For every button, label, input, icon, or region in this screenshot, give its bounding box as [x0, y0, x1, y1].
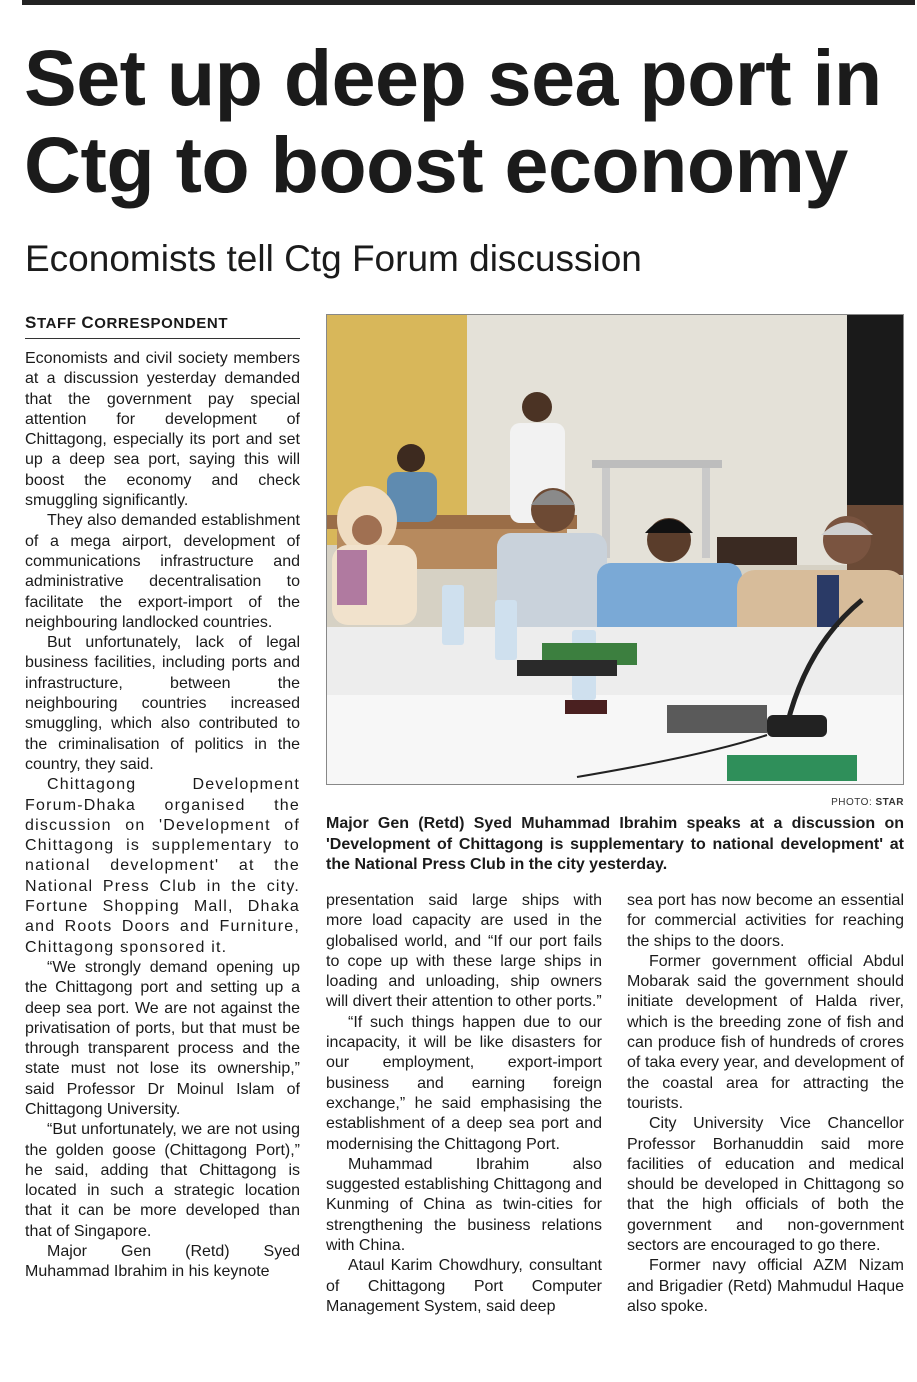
paragraph: Muhammad Ibrahim also suggested establishing Chittagong and Kunming of China as twin-cities for strengthening the business relations with China. [326, 1155, 602, 1255]
photo-caption: Major Gen (Retd) Syed Muhammad Ibrahim speaks at a discussion on 'Development of Chittagong is supplementary to national development' at the National Press Club in the city yesterday. [326, 815, 904, 873]
article-column-1 [25, 349, 300, 1283]
photo-credit [700, 797, 904, 808]
paragraph: presentation said large ships with more load capacity are used in the globalised world, and “If our port fails to cope up with these large ships in loading and unloading, ship owners will divert their attention to other ports.” [326, 892, 602, 1011]
news-photo [326, 314, 904, 785]
paragraph: Economists and civil society members at a discussion yesterday demanded that the government pay special attention for development of Chittagong, especially its port and set up a deep sea port, saying this will boost the economy and check smuggling significantly. [25, 350, 300, 510]
paragraph: Ataul Karim Chowdhury, consultant of Chittagong Port Computer Management System, said deep [326, 1257, 602, 1315]
paragraph: But unfortunately, lack of legal business facilities, including ports and infrastructure, between the neighbouring countries increased smuggling, which also contributed to the criminalisation of politics in the country, they said. [25, 634, 300, 773]
top-rule [22, 0, 915, 5]
paragraph: Former navy official AZM Nizam and Brigadier (Retd) Mahmudul Haque also spoke. [627, 1257, 904, 1315]
paragraph: Major Gen (Retd) Syed Muhammad Ibrahim in his keynote [25, 1243, 300, 1281]
paragraph: City University Vice Chancellor Professor Borhanuddin said more facilities of education and medical should be developed in Chittagong so that the high officials of both the government and non-government sectors are encouraged to go there. [627, 1115, 904, 1255]
paragraph: Chittagong Development Forum-Dhaka organised the discussion on 'Development of Chittagong is supplementary to national development' at the National Press Club in the city. Fortune Shopping Mall, Dhaka and Roots Doors and Furniture, Chittagong sponsored it. [25, 776, 300, 956]
paragraph: “If such things happen due to our incapacity, it will be like disasters for our employment, export-import business and earning foreign exchange,” he said emphasising the establishment of a deep sea port and modernising the Chittagong Port. [326, 1013, 602, 1153]
byline-text: STAFF CORRESPONDENT [25, 313, 229, 332]
photo-illustration [327, 315, 904, 785]
photo-credit-prefix: PHOTO: [831, 797, 873, 808]
paragraph: Former government official Abdul Mobarak said the government should initiate development of Halda river, which is the breeding zone of fish and can produce fish of hundreds of crores of taka every year, and development of the coastal area for attracting the tourists. [627, 952, 904, 1112]
byline [25, 314, 300, 339]
headline: Set up deep sea port in Ctg to boost economy [24, 33, 882, 209]
paragraph: “But unfortunately, we are not using the golden goose (Chittagong Port),” he said, adding that Chittagong is located in such a strategic location that it can be more developed than that of Singapore. [25, 1121, 300, 1240]
article-column-3 [627, 891, 904, 1317]
paragraph: sea port has now become an essential for commercial activities for reaching the ships to the doors. [627, 892, 904, 950]
subheadline: Economists tell Ctg Forum discussion [25, 238, 642, 279]
photo-credit-source: STAR [875, 797, 904, 808]
paragraph: They also demanded establishment of a mega airport, development of communications infrastructure and administrative decentralisation to facilitate the export-import of the neighbouring landlocked countries. [25, 512, 300, 631]
article-column-2 [326, 891, 602, 1317]
paragraph: “We strongly demand opening up the Chittagong port and setting up a deep sea port. We are not against the privatisation of ports, but that must be through transparent process and the state must not lose its ownership,” said Professor Dr Moinul Islam of Chittagong University. [25, 958, 300, 1118]
